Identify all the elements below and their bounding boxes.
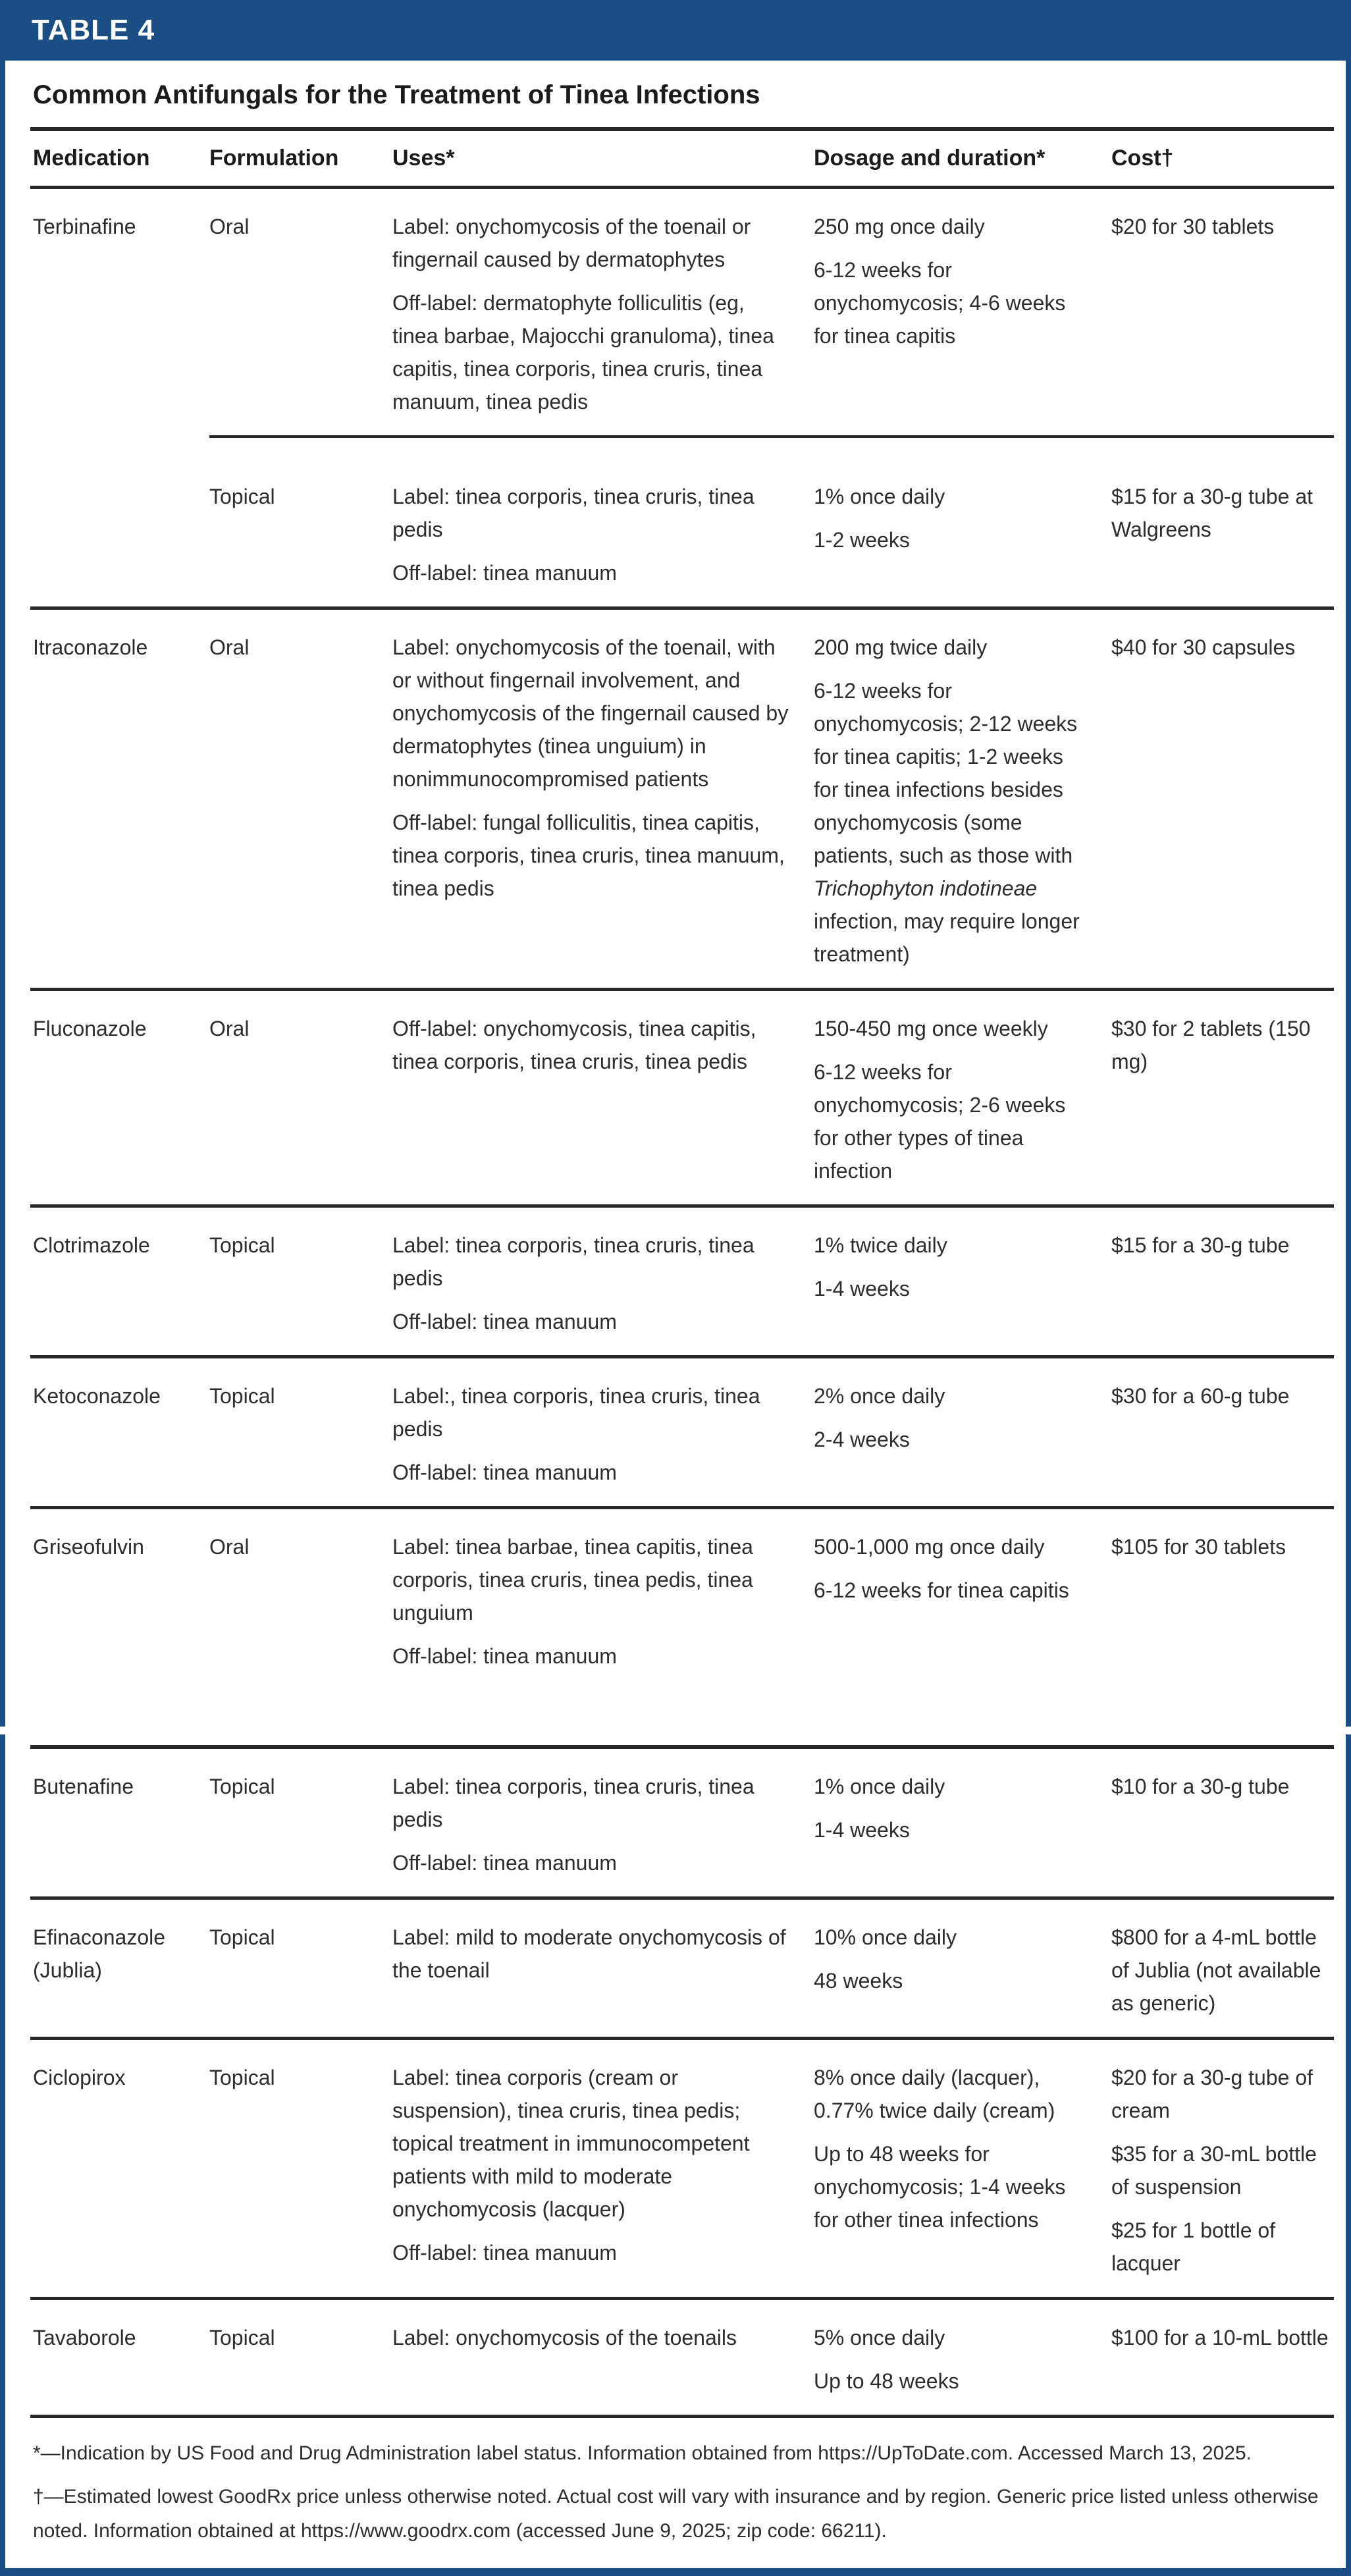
cost-cell — [1111, 1012, 1334, 1187]
uses-cell — [392, 459, 814, 589]
medication-name: Fluconazole — [33, 1017, 147, 1040]
cost-cell — [1111, 210, 1334, 418]
cost-cell — [1111, 2321, 1334, 2398]
formulation-label: Oral — [209, 215, 250, 238]
uses-paragraph: Label: onychomycosis of the toenail, with or without fingernail involvement, and onychomycosis of the fingernail caused by dermatophytes (tinea unguium) in nonimmunocompromised patients — [392, 635, 789, 791]
medication-row-tavaborole — [30, 2300, 1334, 2415]
dosage-cell — [814, 2321, 1111, 2398]
uses-paragraph: Label: tinea corporis, tinea cruris, tinea pedis — [392, 1233, 755, 1290]
cost-paragraph: $35 for a 30-mL bottle of suspension — [1111, 2142, 1317, 2199]
table-number: TABLE 4 — [32, 14, 155, 46]
cost-paragraph: $15 for a 30-g tube at Walgreens — [1111, 485, 1313, 541]
uses-cell — [392, 1530, 814, 1673]
uses-paragraph: Label: mild to moderate onychomycosis of the toenail — [392, 1925, 786, 1982]
dosage-paragraph: 200 mg twice daily — [814, 635, 988, 659]
formulation-label: Oral — [209, 1017, 250, 1040]
dosage-cell — [814, 1380, 1111, 1489]
medication-name: Clotrimazole — [33, 1233, 150, 1257]
dosage-paragraph: 10% once daily — [814, 1925, 957, 1949]
subrow-terbinafine-topical — [209, 438, 1334, 606]
uses-cell — [392, 1012, 814, 1187]
formulation-label: Topical — [209, 1775, 275, 1798]
cost-paragraph: $20 for a 30-g tube of cream — [1111, 2066, 1313, 2122]
medication-name: Itraconazole — [33, 635, 148, 659]
uses-paragraph: Off-label: dermatophyte folliculitis (eg, tinea barbae, Majocchi granuloma), tinea capitis, tinea corporis, tinea cruris, tinea manuum, tinea pedis — [392, 291, 774, 414]
cost-paragraph: $30 for a 60-g tube — [1111, 1384, 1290, 1408]
formulation-label: Oral — [209, 1535, 250, 1559]
footnotes — [30, 2418, 1334, 2568]
uses-cell — [392, 1921, 814, 2020]
table-header-row — [30, 131, 1334, 186]
dosage-paragraph: 1-4 weeks — [814, 1818, 910, 1842]
dosage-paragraph: 250 mg once daily — [814, 215, 985, 238]
formulation-label: Topical — [209, 2326, 275, 2349]
uses-paragraph: Label: tinea barbae, tinea capitis, tinea corporis, tinea cruris, tinea pedis, tinea unguium — [392, 1535, 753, 1624]
uses-cell — [392, 2321, 814, 2398]
dosage-paragraph: 2% once daily — [814, 1384, 945, 1408]
medication-row-itraconazole — [30, 610, 1334, 988]
cost-paragraph: $10 for a 30-g tube — [1111, 1775, 1290, 1798]
dosage-paragraph: 500-1,000 mg once daily — [814, 1535, 1045, 1559]
uses-paragraph: Label: onychomycosis of the toenails — [392, 2326, 737, 2349]
cost-cell — [1111, 1229, 1334, 1338]
dosage-paragraph: 2-4 weeks — [814, 1428, 910, 1451]
medication-name: Efinaconazole (Jublia) — [33, 1925, 166, 1982]
medication-row-clotrimazole — [30, 1208, 1334, 1355]
cost-cell — [1111, 459, 1334, 589]
cost-paragraph: $105 for 30 tablets — [1111, 1535, 1286, 1559]
table-banner — [5, 0, 1346, 61]
cost-paragraph: $40 for 30 capsules — [1111, 635, 1296, 659]
medication-name: Griseofulvin — [33, 1535, 144, 1559]
dosage-paragraph: 8% once daily (lacquer), 0.77% twice daily (cream) — [814, 2066, 1055, 2122]
formulation-label: Oral — [209, 635, 250, 659]
dosage-cell — [814, 1921, 1111, 2020]
dosage-paragraph: Up to 48 weeks for onychomycosis; 1-4 weeks for other tinea infections — [814, 2142, 1066, 2232]
dosage-paragraph: 1% once daily — [814, 1775, 945, 1798]
cost-paragraph: $15 for a 30-g tube — [1111, 1233, 1290, 1257]
dosage-cell — [814, 1770, 1111, 1879]
dosage-paragraph: 1% once daily — [814, 485, 945, 508]
medication-name: Tavaborole — [33, 2326, 136, 2349]
footnote-asterisk: *—Indication by US Food and Drug Administration label status. Information obtained from https://UpToDate.com. Accessed March 13, 2025. — [33, 2442, 1252, 2464]
dosage-paragraph: 1-2 weeks — [814, 528, 910, 552]
column-header-cost: Cost† — [1111, 146, 1174, 171]
cost-paragraph: $25 for 1 bottle of lacquer — [1111, 2218, 1276, 2275]
medication-name: Ketoconazole — [33, 1384, 161, 1408]
uses-paragraph: Off-label: onychomycosis, tinea capitis, tinea corporis, tinea cruris, tinea pedis — [392, 1017, 756, 1073]
dosage-paragraph: 150-450 mg once weekly — [814, 1017, 1048, 1040]
medication-row-ciclopirox — [30, 2040, 1334, 2297]
uses-cell — [392, 1380, 814, 1489]
uses-paragraph: Label: tinea corporis, tinea cruris, tinea pedis — [392, 1775, 755, 1831]
uses-cell — [392, 631, 814, 971]
medication-row-efinaconazole — [30, 1900, 1334, 2037]
formulation-label: Topical — [209, 1384, 275, 1408]
formulation-label: Topical — [209, 485, 275, 508]
dosage-cell — [814, 631, 1111, 971]
medication-row-ketoconazole — [30, 1358, 1334, 1506]
footnote-dagger: †—Estimated lowest GoodRx price unless otherwise noted. Actual cost will vary with insurance and by region. Generic price listed unless otherwise noted. Information obtained at https://www.goodrx.com (accessed June 9, 2025; zip code: 66211). — [33, 2486, 1319, 2542]
uses-paragraph: Off-label: tinea manuum — [392, 1310, 617, 1333]
dosage-paragraph: 1-4 weeks — [814, 1277, 910, 1301]
cost-cell — [1111, 1380, 1334, 1489]
column-header-dosage: Dosage and duration* — [814, 146, 1046, 171]
uses-cell — [392, 210, 814, 418]
dosage-paragraph: 6-12 weeks for onychomycosis; 2-6 weeks for other types of tinea infection — [814, 1060, 1066, 1183]
column-header-formulation: Formulation — [209, 146, 339, 171]
uses-paragraph: Label: onychomycosis of the toenail or fingernail caused by dermatophytes — [392, 215, 751, 271]
uses-paragraph: Off-label: tinea manuum — [392, 1644, 617, 1668]
dosage-cell — [814, 1530, 1111, 1673]
uses-cell — [392, 1770, 814, 1879]
cost-paragraph: $20 for 30 tablets — [1111, 215, 1275, 238]
cost-cell — [1111, 1530, 1334, 1673]
dosage-cell — [814, 459, 1111, 589]
dosage-paragraph: 6-12 weeks for onychomycosis; 4-6 weeks for tinea capitis — [814, 258, 1066, 348]
formulation-label: Topical — [209, 1233, 275, 1257]
page-break-gap — [0, 1727, 1351, 1734]
dosage-cell — [814, 210, 1111, 418]
medication-name: Ciclopirox — [33, 2066, 126, 2089]
medication-name: Butenafine — [33, 1775, 134, 1798]
uses-paragraph: Label: tinea corporis (cream or suspension), tinea cruris, tinea pedis; topical treatment in immunocompetent patients with mild to moderate onychomycosis (lacquer) — [392, 2066, 750, 2221]
dosage-cell — [814, 2061, 1111, 2280]
table-title: Common Antifungals for the Treatment of Tinea Infections — [33, 80, 760, 109]
dosage-paragraph: 5% once daily — [814, 2326, 945, 2349]
cost-cell — [1111, 1921, 1334, 2020]
medication-row-griseofulvin — [30, 1509, 1334, 1690]
dosage-paragraph: 1% twice daily — [814, 1233, 947, 1257]
medication-name: Terbinafine — [33, 215, 136, 238]
cost-paragraph: $30 for 2 tablets (150 mg) — [1111, 1017, 1311, 1073]
uses-paragraph: Off-label: tinea manuum — [392, 1851, 617, 1875]
cost-paragraph: $100 for a 10-mL bottle — [1111, 2326, 1329, 2349]
formulation-label: Topical — [209, 2066, 275, 2089]
cost-cell — [1111, 1770, 1334, 1879]
dosage-paragraph: Up to 48 weeks — [814, 2369, 959, 2393]
uses-paragraph: Off-label: tinea manuum — [392, 561, 617, 585]
medication-row-terbinafine — [30, 189, 1334, 606]
medication-row-fluconazole — [30, 991, 1334, 1204]
dosage-cell — [814, 1012, 1111, 1187]
column-header-uses: Uses* — [392, 146, 455, 171]
column-header-medication: Medication — [33, 146, 150, 171]
dosage-cell — [814, 1229, 1111, 1338]
uses-paragraph: Off-label: tinea manuum — [392, 2241, 617, 2265]
subrow-terbinafine-oral — [209, 210, 1334, 435]
dosage-paragraph: 6-12 weeks for onychomycosis; 2-12 weeks for tinea capitis; 1-2 weeks for tinea infections besides onychomycosis (some patients, such as those with Trichophyton indotineae infection, may require longer treatment) — [814, 679, 1080, 966]
uses-paragraph: Label: tinea corporis, tinea cruris, tinea pedis — [392, 485, 755, 541]
medication-row-butenafine — [30, 1749, 1334, 1896]
dosage-paragraph: 48 weeks — [814, 1969, 903, 1993]
cost-cell — [1111, 631, 1334, 971]
uses-cell — [392, 1229, 814, 1338]
formulation-label: Topical — [209, 1925, 275, 1949]
table-page-2 — [0, 1734, 1351, 2576]
cost-paragraph: $800 for a 4-mL bottle of Jublia (not available as generic) — [1111, 1925, 1321, 2015]
uses-paragraph: Label:, tinea corporis, tinea cruris, tinea pedis — [392, 1384, 760, 1441]
dosage-paragraph: 6-12 weeks for tinea capitis — [814, 1578, 1069, 1602]
cost-cell — [1111, 2061, 1334, 2280]
uses-paragraph: Off-label: tinea manuum — [392, 1461, 617, 1484]
uses-cell — [392, 2061, 814, 2280]
uses-paragraph: Off-label: fungal folliculitis, tinea capitis, tinea corporis, tinea cruris, tinea manuum, tinea pedis — [392, 811, 785, 900]
